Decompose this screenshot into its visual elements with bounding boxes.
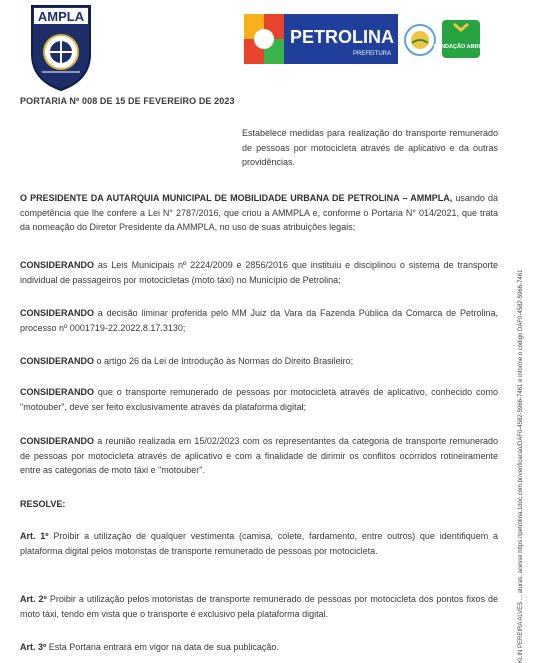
ampla-logo (28, 2, 94, 92)
signature-verification-note: KLIN PEREIRA ALVES ... aturas, acesse https://petrolina.1doc.com.br/verificacao/DAF0-4582-5966-7461 e informe o código DAF0-4582-5966-7461 (518, 269, 524, 663)
paragraph-lead: CONSIDERANDO (20, 356, 95, 366)
paragraph-lead: Art. 3º (20, 642, 47, 652)
abrinq-logo-text: FUNDAÇÃO ABRINQ (433, 44, 489, 50)
paragraph-text: Proibir a utilização de qualquer vestimenta (camisa, colete, fardamento, entre outros) que identifiquem a plataforma digital pelos motoristas de transporte remunerado de pessoas por motocicleta. (20, 531, 498, 556)
paragraph-lead: Art. 2º (20, 594, 47, 604)
paragraph-considerando (20, 385, 498, 414)
paragraph-lead: CONSIDERANDO (20, 387, 95, 397)
document-title: PORTARIA Nº 008 DE 15 DE FEVEREIRO DE 2023 (20, 96, 235, 106)
paragraph-resolve (20, 497, 498, 512)
paragraph-text: Proibir a utilização pelos motoristas de transporte remunerado de pessoas por motocicleta dos pontos fixos de moto táxi, tendo em vista que o transporte é exclusivo pela plataforma digital. (20, 594, 498, 619)
paragraph-lead: O PRESIDENTE DA AUTARQUIA MUNICIPAL DE MOBILIDADE URBANA DE PETROLINA – AMMPLA, (20, 193, 453, 203)
paragraph-considerando (20, 258, 498, 287)
petrolina-logo-sub: PREFEITURA (352, 51, 392, 57)
paragraph-lead: RESOLVE: (20, 499, 66, 509)
ampla-logo-text: AMPLA (37, 9, 85, 24)
document-ementa: Estabelece medidas para realização do transporte remunerado de pessoas por motocicleta através de aplicativo e da outras providências. (242, 128, 498, 167)
paragraph-considerando (20, 434, 498, 478)
paragraph-text: usando da competência que lhe confere a Lei N° 2787/2016, que criou a AMMPLA e, conforme o Portaria N° 014/2021, que trata da nomeação do Diretor Presidente da AMMPLA, no uso de suas atribuições legais; (20, 193, 498, 232)
paragraph-text: o artigo 26 da Lei de Introdução às Normas do Direito Brasileiro; (94, 356, 354, 366)
petrolina-logo-text: PETROLINA (289, 27, 395, 47)
paragraph-text: que o transporte remunerado de pessoas por motocicleta através de aplicativo, conhecido como "motouber", deve ser feito exclusivamente através da plataforma digital; (20, 387, 498, 412)
paragraph-considerando (20, 354, 498, 369)
paragraph-preamble (20, 191, 498, 235)
paragraph-article (20, 592, 498, 621)
paragraph-text: a reunião realizada em 15/02/2023 com os representantes da categoria de transporte remunerado de pessoas por motocicleta através de aplicativo e com a finalidade de dirimir os conflitos ocorridos rotineiramente entre as categorias de moto táxi e "motouber". (20, 436, 498, 475)
seal-logo (404, 24, 436, 56)
paragraph-lead: CONSIDERANDO (20, 260, 95, 270)
paragraph-text: a decisão liminar proferida pelo MM Juiz da Vara da Fazenda Pública da Comarca de Petrolina, processo nº 0001719-22.2022.8.17.3130; (20, 308, 498, 333)
paragraph-text: as Leis Municipais nº 2224/2009 e 2856/2016 que instituiu e disciplinou o sistema de transporte individual de passageiros por motocicletas (moto táxi) no Município de Petrolina; (20, 260, 498, 285)
petrolina-logo (244, 14, 398, 64)
paragraph-lead: Art. 1º (20, 531, 49, 541)
paragraph-text: Esta Portaria entrará em vigor na data de sua publicação. (46, 642, 279, 652)
paragraph-lead: CONSIDERANDO (20, 308, 95, 318)
paragraph-lead: CONSIDERANDO (20, 436, 95, 446)
paragraph-article (20, 529, 498, 558)
paragraph-article (20, 640, 498, 655)
paragraph-considerando (20, 306, 498, 335)
abrinq-logo (433, 18, 489, 60)
